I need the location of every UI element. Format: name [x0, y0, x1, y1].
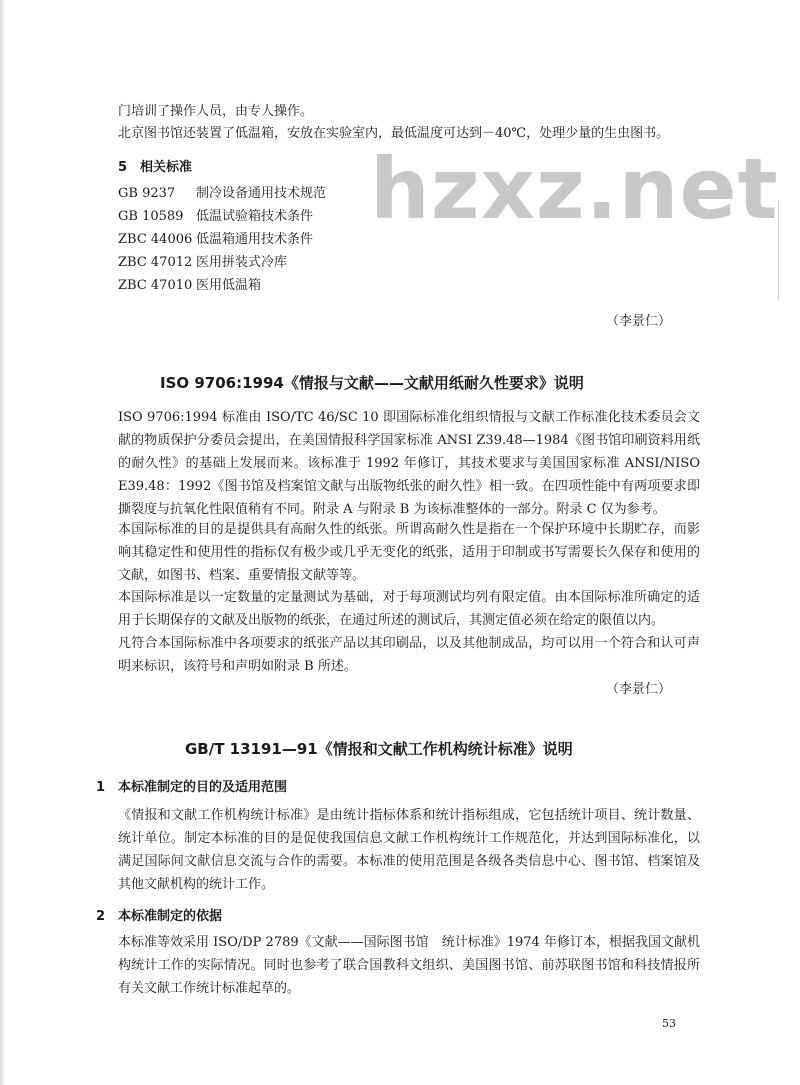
article-title: ISO 9706:1994《情报与文献——文献用纸耐久性要求》说明 — [160, 374, 584, 392]
standard-name: 低温试验箱技术条件 — [196, 209, 314, 224]
standard-name: 低温箱通用技术条件 — [196, 232, 314, 247]
standard-code: GB 9237 — [118, 186, 176, 201]
scan-edge-shadow — [0, 0, 6, 1085]
watermark: hzxz.net — [370, 140, 779, 238]
standard-code: ZBC 47010 — [118, 278, 193, 293]
continuation-line-2: 北京图书馆还装置了低温箱，安放在实验室内，最低温度可达到－40℃，处理少量的生虫图书。 — [118, 126, 670, 141]
standard-item — [118, 185, 326, 203]
standard-item — [118, 208, 313, 226]
article-title: GB/T 13191—91《情报和文献工作机构统计标准》说明 — [185, 740, 573, 758]
paragraph: 凡符合本国际标准中各项要求的纸张产品以其印刷品，以及其他制成品，均可以用一个符合和认可声明来标识，该符号和声明如附录 B 所述。 — [118, 636, 700, 674]
standard-item — [118, 254, 287, 272]
standard-item — [118, 277, 261, 295]
paragraph: 本标准等效采用 ISO/DP 2789《文献——国际图书馆 统计标准》1974 年修订本，根据我国文献机构统计工作的实际情况。同时也参考了联合国教科文组织、美国图书馆、前苏联图书馆和科技情报所有关文献工作统计标准起草的。 — [118, 935, 700, 996]
standard-code: GB 10589 — [118, 209, 184, 224]
section-heading: 5 相关标准 — [118, 160, 193, 175]
author-credit: （李景仁） — [606, 682, 672, 697]
standard-code: ZBC 47012 — [118, 255, 193, 270]
standard-name: 医用低温箱 — [196, 278, 262, 293]
paragraph: ISO 9706:1994 标准由 ISO/TC 46/SC 10 即国际标准化组织情报与文献工作标准化技术委员会文献的物质保护分委员会提出，在美国情报科学国家标准 ANSI Z39.48—1984《图书馆印刷资料用纸的耐久性》的基础上发展而来。该标准于 1992 年修订，其技术要求与美国国家标准 ANSI/NISO E39.48：1992《图书馆及档案馆文献与出版物纸张的耐久性》相一致。在四项性能中有两项要求即撕裂度与抗氧化性限值稍有不同。附录 A 与附录 B 为该标准整体的一部分。附录 C 仅为参考。 — [118, 410, 700, 517]
standard-name: 制冷设备通用技术规范 — [196, 186, 327, 201]
standard-item — [118, 231, 313, 249]
author-credit: （李景仁） — [606, 314, 672, 329]
standard-code: ZBC 44006 — [118, 232, 193, 247]
section-heading: 1 本标准制定的目的及适用范围 — [96, 780, 288, 795]
section-heading: 2 本标准制定的依据 — [96, 909, 223, 924]
page-number: 53 — [662, 1017, 676, 1030]
continuation-line: 门培训了操作人员，由专人操作。 — [118, 104, 314, 119]
paragraph: 本国际标准的目的是提供具有高耐久性的纸张。所谓高耐久性是指在一个保护环境中长期贮存，而影响其稳定性和使用性的指标仅有极少或几乎无变化的纸张，适用于印制或书写需要长久保存和使用的文献，如图书、档案、重要情报文献等等。 — [118, 522, 700, 583]
paragraph: 本国际标准是以一定数量的定量测试为基础，对于每项测试均列有限定值。由本国际标准所确定的适用于长期保存的文献及出版物的纸张，在通过所述的测试后，其测定值必须在给定的限值以内。 — [118, 590, 700, 628]
paragraph: 《情报和文献工作机构统计标准》是由统计指标体系和统计指标组成，它包括统计项目、统计数量、统计单位。制定本标准的目的是促使我国信息文献工作机构统计工作规范化，并达到国际标准化，以满足国际间文献信息交流与合作的需要。本标准的使用范围是各级各类信息中心、图书馆、档案馆及其他文献机构的统计工作。 — [118, 808, 700, 892]
standard-name: 医用拼装式冷库 — [196, 255, 288, 270]
